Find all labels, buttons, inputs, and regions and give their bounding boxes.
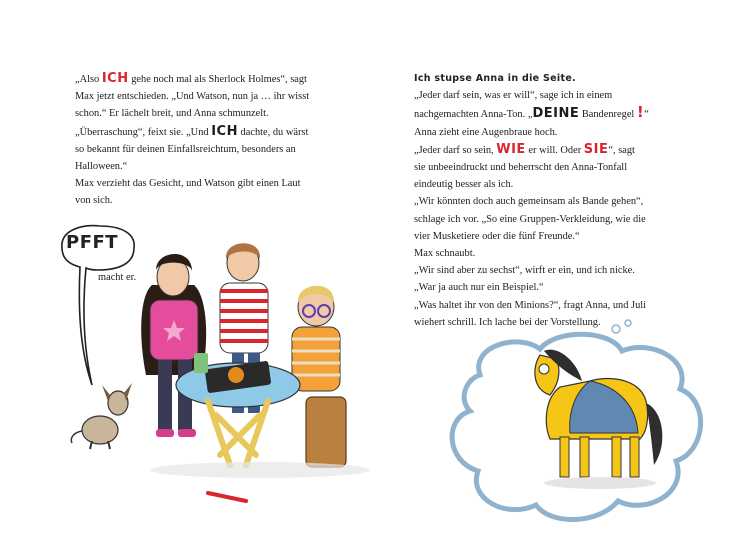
text-line: Anna zieht eine Augenbraue hoch. bbox=[414, 126, 558, 138]
text-line: schon.“ Er lächelt breit, und Anna schmunzelt. bbox=[75, 108, 269, 120]
left-page-text bbox=[75, 70, 365, 210]
pencil bbox=[208, 493, 246, 501]
emphasis-word: SIE bbox=[583, 141, 609, 157]
chapter-lead-line: Ich stupse Anna in die Seite. bbox=[414, 73, 576, 84]
thought-cloud-illustration bbox=[440, 315, 720, 535]
emphasis-word: ICH bbox=[101, 71, 129, 86]
text-line: Max verzieht das Gesicht, und Watson gibt einen Laut bbox=[75, 178, 301, 190]
text-line: „Jeder darf so sein, WIE er will. Oder SIE“, sagt bbox=[414, 141, 635, 157]
text-line: „Jeder darf sein, was er will“, sage ich in einem bbox=[414, 90, 613, 102]
text-line: „Was haltet ihr von den Minions?“, fragt Anna, und Juli bbox=[414, 299, 647, 311]
wooden-stool bbox=[306, 397, 346, 467]
text-line: sie unbeeindruckt und beherrscht den Anna-Tonfall bbox=[414, 162, 628, 174]
text-line: „War ja auch nur ein Beispiel.“ bbox=[414, 282, 544, 294]
bubble-text: PFFT bbox=[66, 232, 119, 253]
text-line: schlage ich vor. „So eine Gruppen-Verkleidung, wie die bbox=[414, 213, 646, 225]
thought-dot bbox=[612, 325, 620, 333]
text-line: so bekannt für deinen Einfallsreichtum, besonders an bbox=[75, 143, 296, 155]
thought-dot bbox=[625, 320, 631, 326]
text-line: nachgemachten Anna-Ton. „DEINE Bandenregel !“ bbox=[414, 103, 649, 122]
text-line: vier Musketiere oder die fünf Freunde.“ bbox=[414, 230, 580, 242]
text-line: von sich. bbox=[75, 195, 113, 207]
text-line: wiehert schrill. Ich lache bei der Vorstellung. bbox=[414, 316, 601, 328]
text-line: „Wir könnten doch auch gemeinsam als Bande gehen“, bbox=[414, 196, 644, 208]
emphasis-word: ICH bbox=[211, 123, 238, 139]
text-line: „Überraschung“, feixt sie. „Und ICH dachte, du wärst bbox=[75, 123, 309, 139]
girl-pink-figure bbox=[141, 254, 206, 437]
bubble-caption: macht er. bbox=[98, 272, 137, 283]
text-line: Max schnaubt. bbox=[414, 248, 476, 260]
kids-illustration bbox=[60, 225, 380, 515]
text-line: „Wir sind aber zu sechst“, wirft er ein, und ich nicke. bbox=[414, 265, 635, 277]
emphasis-word: DEINE bbox=[532, 106, 580, 122]
text-line: Max jetzt entschieden. „Und Watson, nun ja … ihr wisst bbox=[75, 91, 310, 103]
emphasis-word: WIE bbox=[496, 141, 526, 157]
text-line: „Also ICH gehe noch mal als Sherlock Holmes“, sagt bbox=[75, 71, 307, 86]
dog-figure bbox=[71, 383, 132, 449]
text-line: eindeutig besser als ich. bbox=[414, 179, 514, 191]
right-page-text bbox=[414, 70, 714, 331]
text-line: Halloween.“ bbox=[75, 161, 128, 173]
